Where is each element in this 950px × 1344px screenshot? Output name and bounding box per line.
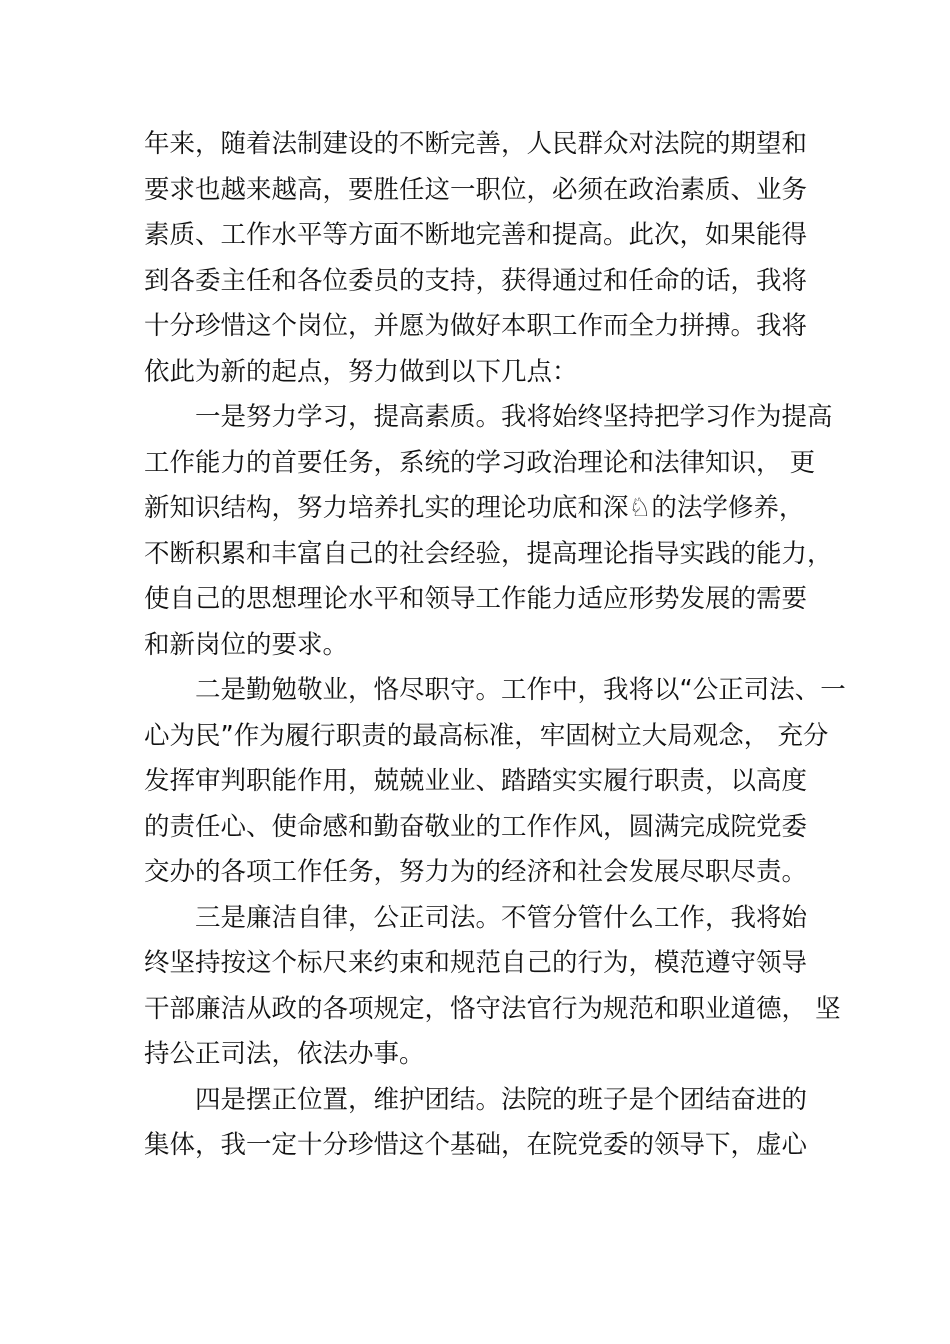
- body-text: [144, 122, 844, 1169]
- text-line: 不断积累和丰富自己的社会经验，提高理论指导实践的能力，: [144, 538, 833, 569]
- text-line: 干部廉洁从政的各项规定，恪守法官行为规范和职业道德， 坚: [144, 993, 841, 1024]
- text-line: 的责任心、使命感和勤奋敬业的工作作风，圆满完成院党委: [144, 811, 808, 842]
- paragraph-start-line: 二是勤勉敬业，恪尽职守。工作中，我将以“公正司法、一: [195, 675, 846, 705]
- text-line: 终坚持按这个标尺来约束和规范自己的行为，模范遵守领导: [144, 948, 808, 978]
- text-line: 使自己的思想理论水平和领导工作能力适应形势发展的需要: [144, 584, 808, 614]
- text-line: 发挥审判职能作用，兢兢业业、踏踏实实履行职责，以高度: [144, 766, 808, 796]
- text-line: 十分珍惜这个岗位，并愿为做好本职工作而全力拼搏。我将: [144, 311, 808, 341]
- text-line: 到各委主任和各位委员的支持，获得通过和任命的话，我将: [144, 265, 808, 296]
- paragraph-start-line: 三是廉洁自律，公正司法。不管分管什么工作，我将始: [195, 902, 808, 933]
- text-line: 心为民”作为履行职责的最高标准，牢固树立大局观念， 充分: [144, 720, 829, 751]
- text-line: 要求也越来越高，要胜任这一职位，必须在政治素质、业务: [144, 174, 808, 205]
- text-line: 新知识结构，努力培养扎实的理论功底和深♘的法学修养，: [144, 493, 805, 523]
- text-line: 年来，随着法制建设的不断完善，人民群众对法院的期望和: [144, 129, 808, 159]
- text-line: 依此为新的起点，努力做到以下几点：: [144, 356, 578, 387]
- text-line: 交办的各项工作任务，努力为的经济和社会发展尽职尽责。: [144, 857, 808, 887]
- text-line: 持公正司法，依法办事。: [144, 1039, 425, 1069]
- text-line: 集体，我一定十分珍惜这个基础，在院党委的领导下，虚心: [144, 1130, 808, 1160]
- paragraph-start-line: 四是摆正位置，维护团结。法院的班子是个团结奋进的: [195, 1084, 808, 1115]
- text-line: 素质、工作水平等方面不断地完善和提高。此次，如果能得: [144, 220, 808, 250]
- text-line: 和新岗位的要求。: [144, 629, 349, 660]
- paragraph-start-line: 一是努力学习，提高素质。我将始终坚持把学习作为提高: [195, 402, 833, 432]
- text-line: 工作能力的首要任务，系统的学习政治理论和法律知识， 更: [144, 447, 816, 478]
